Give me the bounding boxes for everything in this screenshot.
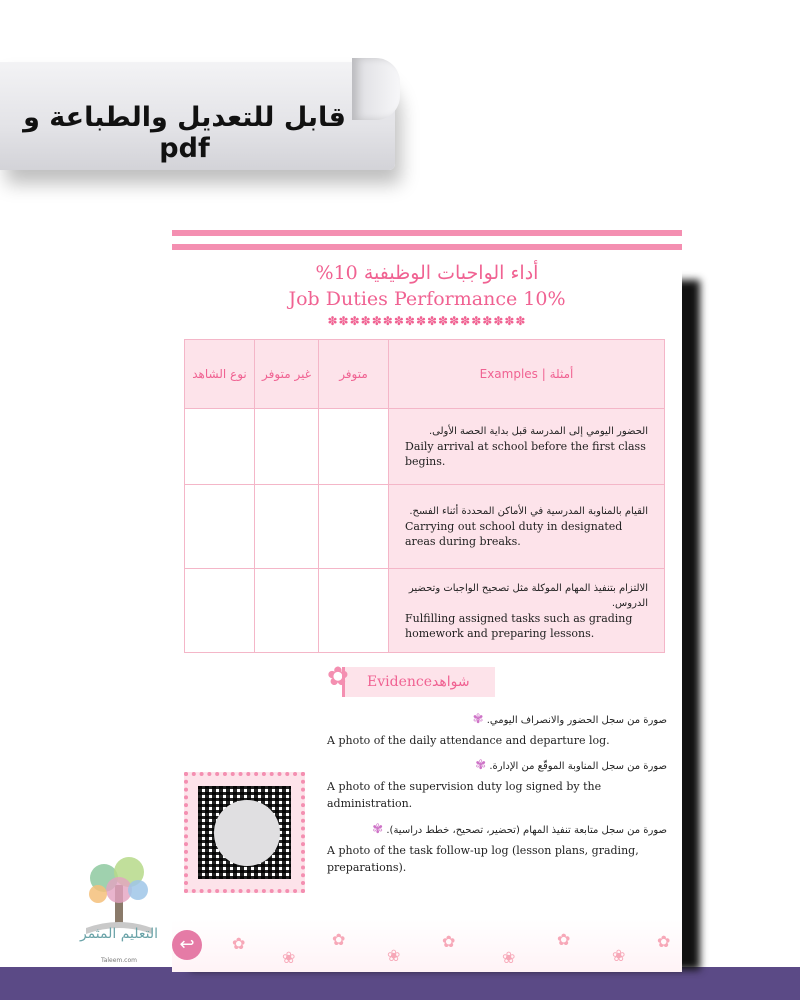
cell-available[interactable]	[319, 409, 389, 485]
evidence-text-ar: صورة من سجل المناوبة الموقّع من الإدارة.	[489, 761, 667, 772]
flower-icon: ❀	[387, 946, 401, 965]
flower-icon: ❀	[502, 948, 516, 967]
flower-bullet-icon: ✾	[475, 758, 487, 773]
table-row	[185, 409, 665, 485]
flower-icon: ❀	[612, 946, 626, 965]
logo-site: Taleem.com	[101, 957, 137, 964]
top-stripe-2	[172, 244, 682, 250]
flower-icon: ✿	[442, 932, 456, 951]
example-arabic: الالتزام بتنفيذ المهام الموكلة مثل تصحيح الواجبات وتحضير الدروس.	[408, 582, 648, 609]
example-cell	[389, 485, 665, 569]
flower-bullet-icon: ✾	[372, 822, 384, 837]
flower-icon: ✿	[327, 662, 349, 692]
cell-not-available[interactable]	[255, 485, 319, 569]
cell-not-available[interactable]	[255, 569, 319, 653]
evidence-label-ar: شواهد	[432, 674, 470, 690]
example-cell	[389, 569, 665, 653]
evidence-item-ar	[327, 822, 667, 837]
example-english: Fulfilling assigned tasks such as grading homework and preparing lessons.	[405, 611, 633, 640]
title-english: Job Duties Performance 10%	[288, 288, 566, 310]
top-stripe	[172, 230, 682, 236]
cell-available[interactable]	[319, 569, 389, 653]
example-english: Carrying out school duty in designated areas during breaks.	[405, 520, 623, 548]
table-header-row	[185, 340, 665, 409]
title-arabic: أداء الواجبات الوظيفية 10%	[315, 262, 539, 284]
header-examples: Examples | أمثلة	[389, 340, 665, 409]
header-not-available: غير متوفر	[255, 340, 319, 409]
logo-name: التعليم المثمر	[79, 926, 159, 942]
flower-icon: ✿	[657, 932, 671, 951]
cell-evidence-type[interactable]	[185, 409, 255, 485]
evidence-item-en: A photo of the task follow-up log (lesson plans, grading, preparations).	[327, 844, 639, 874]
example-arabic: القيام بالمناوبة المدرسية في الأماكن المحددة أثناء الفسح.	[409, 506, 648, 517]
flower-icon: ✿	[332, 930, 346, 949]
star-divider: ✽✽✽✽✽✽✽✽✽✽✽✽✽✽✽✽✽✽	[327, 314, 527, 328]
flower-bullet-icon: ✾	[472, 712, 484, 727]
evidence-item-ar	[327, 712, 667, 727]
qr-placeholder-circle[interactable]	[214, 800, 280, 866]
evidence-item-en: A photo of the daily attendance and departure log.	[327, 734, 610, 747]
flower-icon: ✿	[557, 930, 571, 949]
cell-evidence-type[interactable]	[185, 569, 255, 653]
header-available: متوفر	[319, 340, 389, 409]
tree-logo-icon	[74, 850, 164, 970]
evidence-label-en: Evidence	[367, 674, 432, 690]
table-row	[185, 569, 665, 653]
banner-text: قابل للتعديل والطباعة و pdf	[23, 102, 346, 164]
example-arabic: الحضور اليومي إلى المدرسة قبل بداية الحصة الأولى.	[429, 426, 648, 437]
evidence-text-ar: صورة من سجل الحضور والانصراف اليومي.	[486, 715, 667, 726]
floral-footer	[172, 920, 682, 972]
flower-icon: ❀	[282, 948, 296, 967]
example-english: Daily arrival at school before the first class begins.	[405, 440, 646, 468]
duties-table	[184, 339, 665, 653]
cell-available[interactable]	[319, 485, 389, 569]
example-cell	[389, 409, 665, 485]
banner-curl	[352, 58, 400, 120]
header-evidence-type: نوع الشاهد	[185, 340, 255, 409]
evidence-item-ar	[327, 758, 667, 773]
document-page	[172, 222, 682, 972]
back-arrow-icon[interactable]: ↩	[172, 930, 202, 960]
evidence-text-ar: صورة من سجل متابعة تنفيذ المهام (تحضير، تصحيح، خطط دراسية).	[386, 825, 667, 836]
cell-evidence-type[interactable]	[185, 485, 255, 569]
flower-icon: ✿	[232, 934, 246, 953]
table-row	[185, 485, 665, 569]
cell-not-available[interactable]	[255, 409, 319, 485]
evidence-item-en: A photo of the supervision duty log signed by the administration.	[327, 780, 602, 810]
qr-code-frame	[184, 772, 305, 893]
